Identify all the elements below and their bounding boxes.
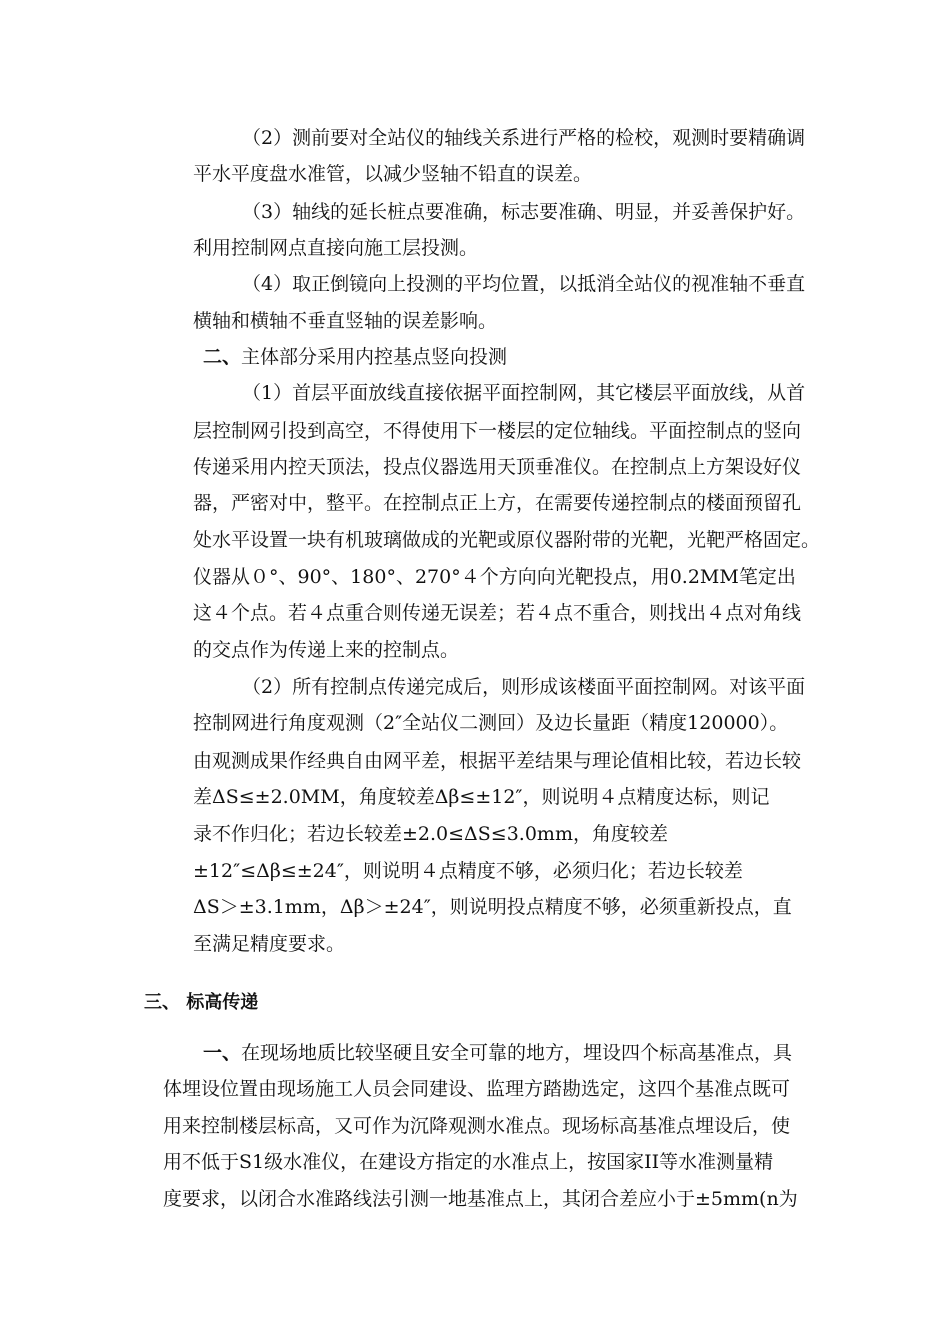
s3p1-line1 bbox=[203, 1041, 792, 1065]
s2p1-line5: 处水平设置一块有机玻璃做成的光靶或原仪器附带的光靶，光靶严格固定。 bbox=[193, 529, 821, 551]
s2p1-line2: 层控制网引投到高空，不得使用下一楼层的定位轴线。平面控制点的竖向 bbox=[193, 420, 802, 442]
item2-line1: （2）测前要对全站仪的轴线关系进行严格的检校，观测时要精确调 bbox=[242, 127, 806, 149]
s2p2-line7: ΔS＞±3.1mm，Δβ＞±24″，则说明投点精度不够，必须重新投点，直 bbox=[193, 896, 792, 918]
s2p1-line8: 的交点作为传递上来的控制点。 bbox=[193, 639, 460, 661]
s2p2-line6: ±12″≤Δβ≤±24″，则说明４点精度不够，必须归化；若边长较差 bbox=[193, 860, 743, 882]
section2-heading-text: 主体部分采用内控基点竖向投测 bbox=[241, 346, 508, 368]
s2p2-line5: 录不作归化；若边长较差±2.0≤ΔS≤3.0mm，角度较差 bbox=[193, 823, 668, 845]
s2p1-line7: 这４个点。若４点重合则传递无误差；若４点不重合，则找出４点对角线 bbox=[193, 602, 802, 624]
s2p2-line8: 至满足精度要求。 bbox=[193, 933, 346, 955]
item3-line1: （3）轴线的延长桩点要准确，标志要准确、明显，并妥善保护好。 bbox=[242, 201, 806, 223]
s3p1-line2: 体埋设位置由现场施工人员会同建设、监理方踏勘选定，这四个基准点既可 bbox=[163, 1078, 791, 1100]
s3p1-line4: 用不低于S1级水准仪，在建设方指定的水准点上，按国家II等水准测量精 bbox=[163, 1151, 774, 1173]
s2p2-line1: （2）所有控制点传递完成后，则形成该楼面平面控制网。对该平面 bbox=[242, 676, 806, 698]
s2p1-line1: （1）首层平面放线直接依据平面控制网，其它楼层平面放线，从首 bbox=[242, 382, 806, 404]
section3-heading: 三、 标高传递 bbox=[144, 992, 259, 1013]
s3p1-number: 一、 bbox=[203, 1042, 242, 1064]
s2p1-line3: 传递采用内控天顶法，投点仪器选用天顶垂准仪。在控制点上方架设好仪 bbox=[193, 456, 802, 478]
section2-heading-number: 二、 bbox=[203, 346, 242, 368]
item4-line1: （4）取正倒镜向上投测的平均位置，以抵消全站仪的视准轴不垂直 bbox=[242, 273, 806, 295]
s2p2-line4: 差ΔS≤±2.0MM，角度较差Δβ≤±12″，则说明４点精度达标，则记 bbox=[193, 786, 770, 808]
item3-line2: 利用控制网点直接向施工层投测。 bbox=[193, 237, 479, 259]
item2-line2: 平水平度盘水准管，以减少竖轴不铅直的误差。 bbox=[193, 163, 593, 185]
s3p1-line1-text: 在现场地质比较坚硬且安全可靠的地方，埋设四个标高基准点，具 bbox=[241, 1042, 793, 1064]
s2p1-line6: 仪器从０°、90°、180°、270°４个方向向光靶投点，用0.2MM笔定出 bbox=[193, 566, 796, 588]
s3p1-line5: 度要求，以闭合水准路线法引测一地基准点上，其闭合差应小于±5mm(n为 bbox=[163, 1188, 798, 1210]
s2p2-line2: 控制网进行角度观测（2″全站仪二测回）及边长量距（精度120000）。 bbox=[193, 712, 789, 734]
section2-heading bbox=[203, 345, 507, 369]
item4-line2: 横轴和横轴不垂直竖轴的误差影响。 bbox=[193, 310, 498, 332]
s3p1-line3: 用来控制楼层标高，又可作为沉降观测水准点。现场标高基准点埋设后，使 bbox=[163, 1115, 791, 1137]
s2p2-line3: 由观测成果作经典自由网平差，根据平差结果与理论值相比较，若边长较 bbox=[193, 750, 802, 772]
s2p1-line4: 器，严密对中，整平。在控制点正上方，在需要传递控制点的楼面预留孔 bbox=[193, 492, 802, 514]
